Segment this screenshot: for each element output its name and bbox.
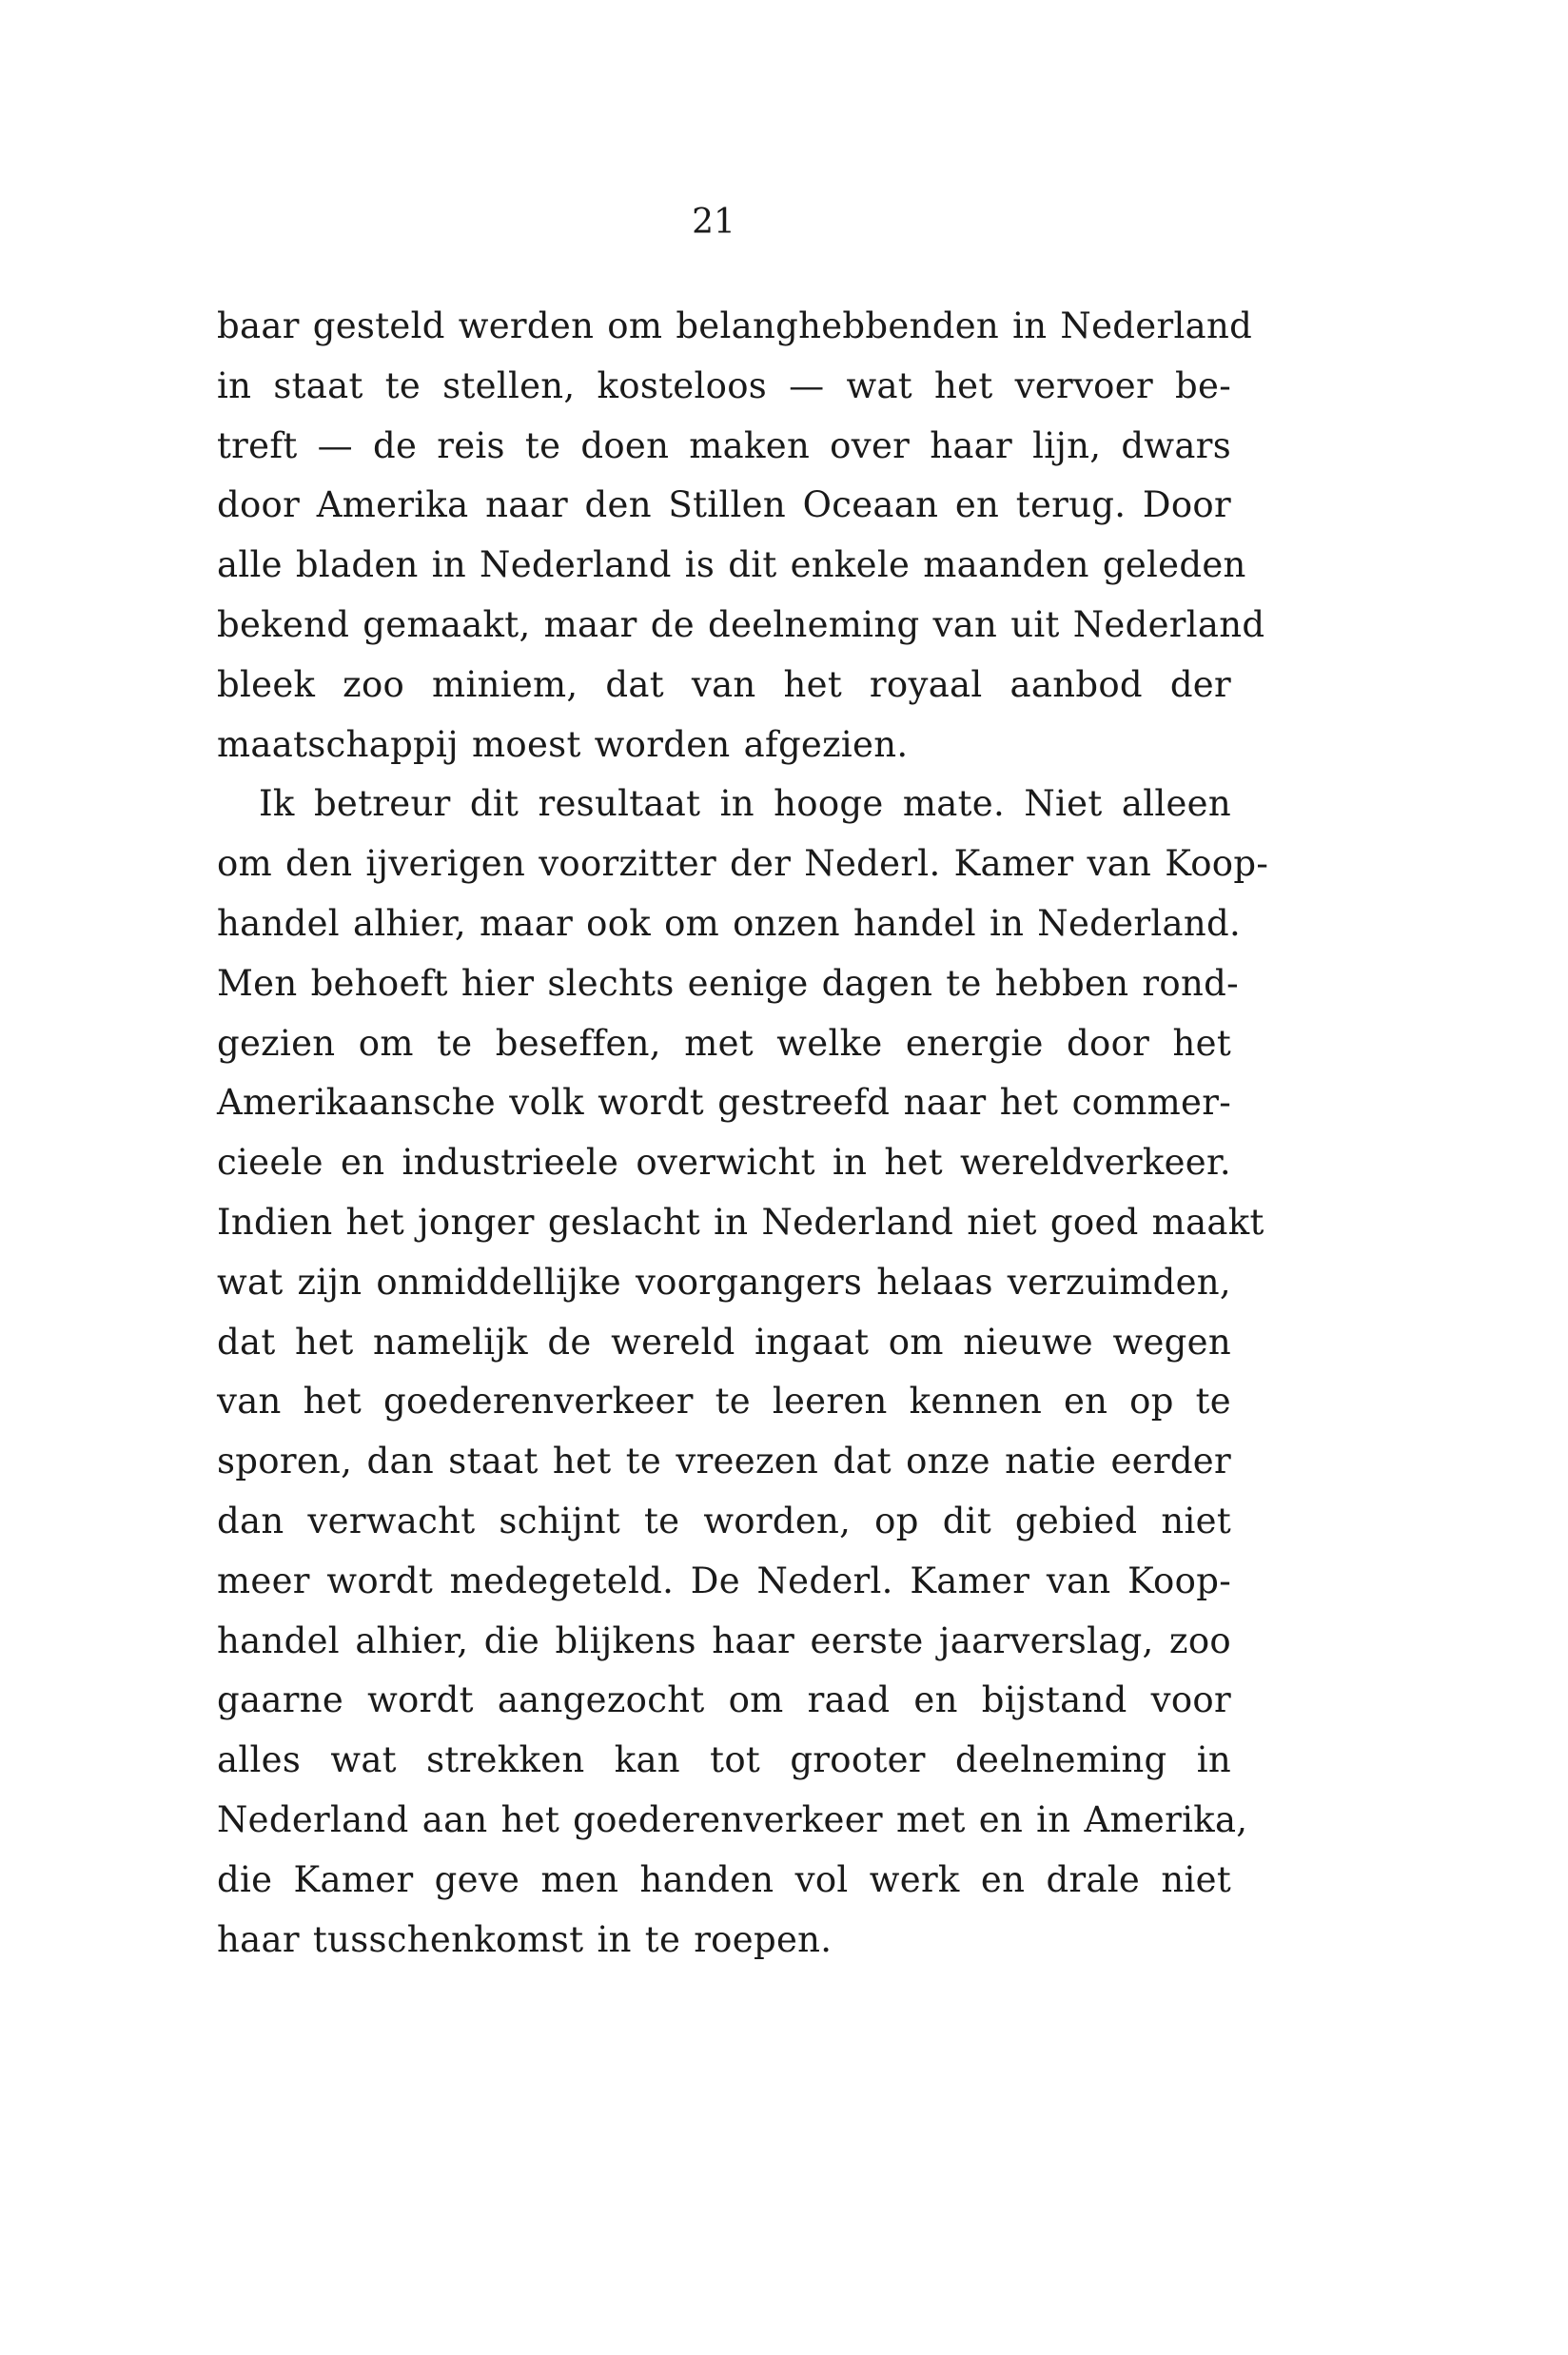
text-line: Amerikaansche volk wordt gestreefd naar het commer- (217, 1082, 1231, 1124)
text-line: Indien het jonger geslacht in Nederland niet goed maakt (217, 1201, 1264, 1243)
text-line: handel alhier, die blijkens haar eerste jaarverslag, zoo (217, 1619, 1231, 1661)
text-line: meer wordt medegeteld. De Nederl. Kamer van Koop- (217, 1560, 1231, 1601)
text-line: om den ijverigen voorzitter der Nederl. Kamer van Koop- (217, 843, 1269, 885)
text-line: bekend gemaakt, maar de deelneming van uit Nederland (217, 603, 1265, 645)
text-line: Nederland aan het goederenverkeer met en in Amerika, (217, 1798, 1248, 1840)
text-line: gaarne wordt aangezocht om raad en bijstand voor (217, 1679, 1231, 1721)
body-text (217, 297, 1269, 1970)
text-line: die Kamer geve men handen vol werk en drale niet (217, 1858, 1231, 1900)
text-line: alles wat strekken kan tot grooter deelneming in (217, 1739, 1231, 1781)
text-line: wat zijn onmiddellijke voorgangers helaas verzuimden, (217, 1261, 1231, 1303)
text-line: Ik betreur dit resultaat in hooge mate. Niet alleen (259, 783, 1231, 825)
text-line: treft — de reis te doen maken over haar lijn, dwars (217, 424, 1231, 466)
text-line: in staat te stellen, kosteloos — wat het vervoer be- (217, 364, 1231, 406)
text-line: door Amerika naar den Stillen Oceaan en terug. Door (217, 484, 1231, 526)
text-line: maatschappij moest worden afgezien. (217, 723, 909, 765)
text-line: haar tusschenkomst in te roepen. (217, 1918, 833, 1960)
text-line: alle bladen in Nederland is dit enkele maanden geleden (217, 544, 1246, 586)
text-line: handel alhier, maar ook om onzen handel in Nederland. (217, 902, 1242, 944)
text-line: dat het namelijk de wereld ingaat om nieuwe wegen (217, 1321, 1231, 1363)
text-line: cieele en industrieele overwicht in het wereldverkeer. (217, 1142, 1231, 1184)
text-line: Men behoeft hier slechts eenige dagen te hebben rond- (217, 962, 1239, 1004)
text-line: gezien om te beseffen, met welke energie door het (217, 1022, 1231, 1064)
text-line: baar gesteld werden om belanghebbenden in Nederland (217, 305, 1253, 346)
text-line: bleek zoo miniem, dat van het royaal aanbod der (217, 663, 1231, 705)
text-line: sporen, dan staat het te vreezen dat onze natie eerder (217, 1441, 1231, 1482)
text-line: dan verwacht schijnt te worden, op dit gebied niet (217, 1500, 1231, 1541)
text-line: van het goederenverkeer te leeren kennen en op te (217, 1381, 1231, 1423)
page-number: 21 (692, 203, 735, 242)
